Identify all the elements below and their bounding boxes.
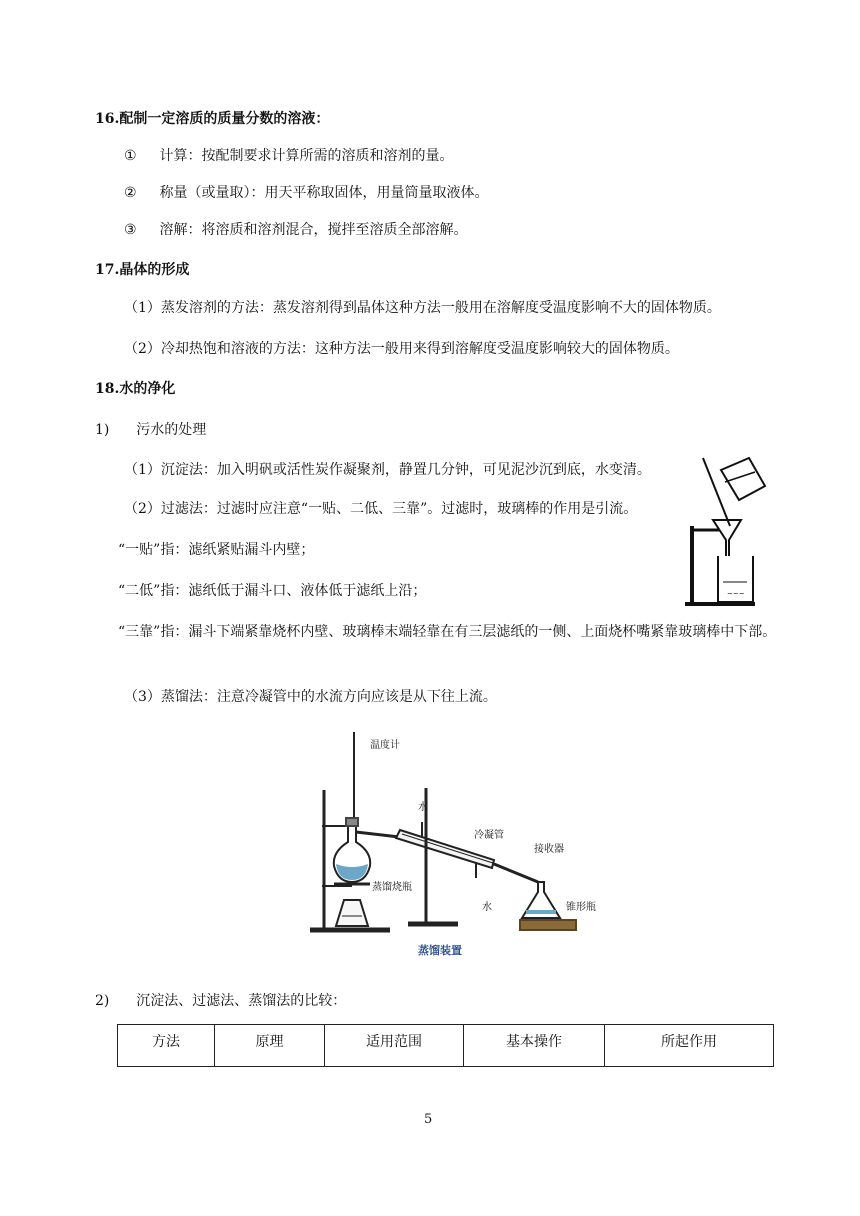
table-header-cell: 所起作用 (605, 1025, 774, 1067)
list-item (124, 219, 467, 239)
figure-caption: 蒸馏装置 (418, 944, 462, 957)
item-number: ② (124, 185, 137, 201)
filtration-apparatus-figure (685, 456, 781, 608)
distillation-apparatus-figure (308, 728, 596, 962)
table-header-cell: 基本操作 (464, 1025, 605, 1067)
list-item (124, 145, 453, 165)
subheading-number: 1) (95, 422, 110, 438)
paragraph: （2）过滤法：过滤时应注意“一贴、二低、三靠”。过滤时，玻璃棒的作用是引流。 (124, 501, 638, 517)
comparison-table (117, 1024, 774, 1067)
page-number: 5 (424, 1112, 433, 1127)
paragraph: （1）沉淀法：加入明矾或活性炭作凝聚剂，静置几分钟，可见泥沙沉到底，水变清。 (124, 462, 651, 478)
section-17-title: 17.晶体的形成 (95, 262, 190, 278)
svg-text:~~~: ~~~ (727, 590, 745, 598)
table-header-row (118, 1025, 774, 1067)
item-number: ③ (124, 222, 137, 238)
conical-flask-label: 锥形瓶 (566, 902, 596, 913)
flask-label: 蒸馏烧瓶 (372, 882, 412, 893)
paragraph: “一贴”指：滤纸紧贴漏斗内壁； (118, 542, 315, 558)
paragraph: （1）蒸发溶剂的方法：蒸发溶剂得到晶体这种方法一般用在溶解度受温度影响不大的固体物质。 (124, 300, 721, 316)
water-outlet-label: 水 (418, 802, 428, 813)
water-inlet-label: 水 (482, 902, 492, 913)
item-text: 溶解：将溶质和溶剂混合，搅拌至溶质全部溶解。 (159, 222, 468, 238)
section-16-title: 16.配制一定溶质的质量分数的溶液： (95, 111, 330, 127)
paragraph: （3）蒸馏法：注意冷凝管中的水流方向应该是从下往上流。 (124, 689, 497, 705)
receiver-label: 接收器 (534, 844, 564, 855)
condenser-label: 冷凝管 (474, 830, 504, 841)
subheading (95, 990, 346, 1010)
subheading-text: 污水的处理 (136, 422, 207, 438)
paragraph: “三靠”指：漏斗下端紧靠烧杯内壁、玻璃棒末端轻靠在有三层滤纸的一侧、上面烧杯嘴紧靠玻璃棒中下部。 (118, 624, 777, 640)
subheading-number: 2) (95, 993, 110, 1009)
item-text: 称量（或量取）：用天平称取固体，用量筒量取液体。 (159, 185, 489, 201)
list-item (124, 182, 488, 202)
table-header-cell: 方法 (118, 1025, 215, 1067)
paragraph: （2）冷却热饱和溶液的方法：这种方法一般用来得到溶解度受温度影响较大的固体物质。 (124, 341, 679, 357)
subheading-text: 沉淀法、过滤法、蒸馏法的比较： (136, 993, 347, 1009)
item-number: ① (124, 148, 137, 164)
thermometer-label: 温度计 (370, 740, 400, 751)
paragraph: “二低”指：滤纸低于漏斗口、液体低于滤纸上沿； (118, 583, 427, 599)
item-text: 计算：按配制要求计算所需的溶质和溶剂的量。 (159, 148, 454, 164)
subheading (95, 419, 206, 439)
table-header-cell: 原理 (215, 1025, 325, 1067)
table-header-cell: 适用范围 (325, 1025, 464, 1067)
section-18-title: 18.水的净化 (95, 381, 176, 397)
